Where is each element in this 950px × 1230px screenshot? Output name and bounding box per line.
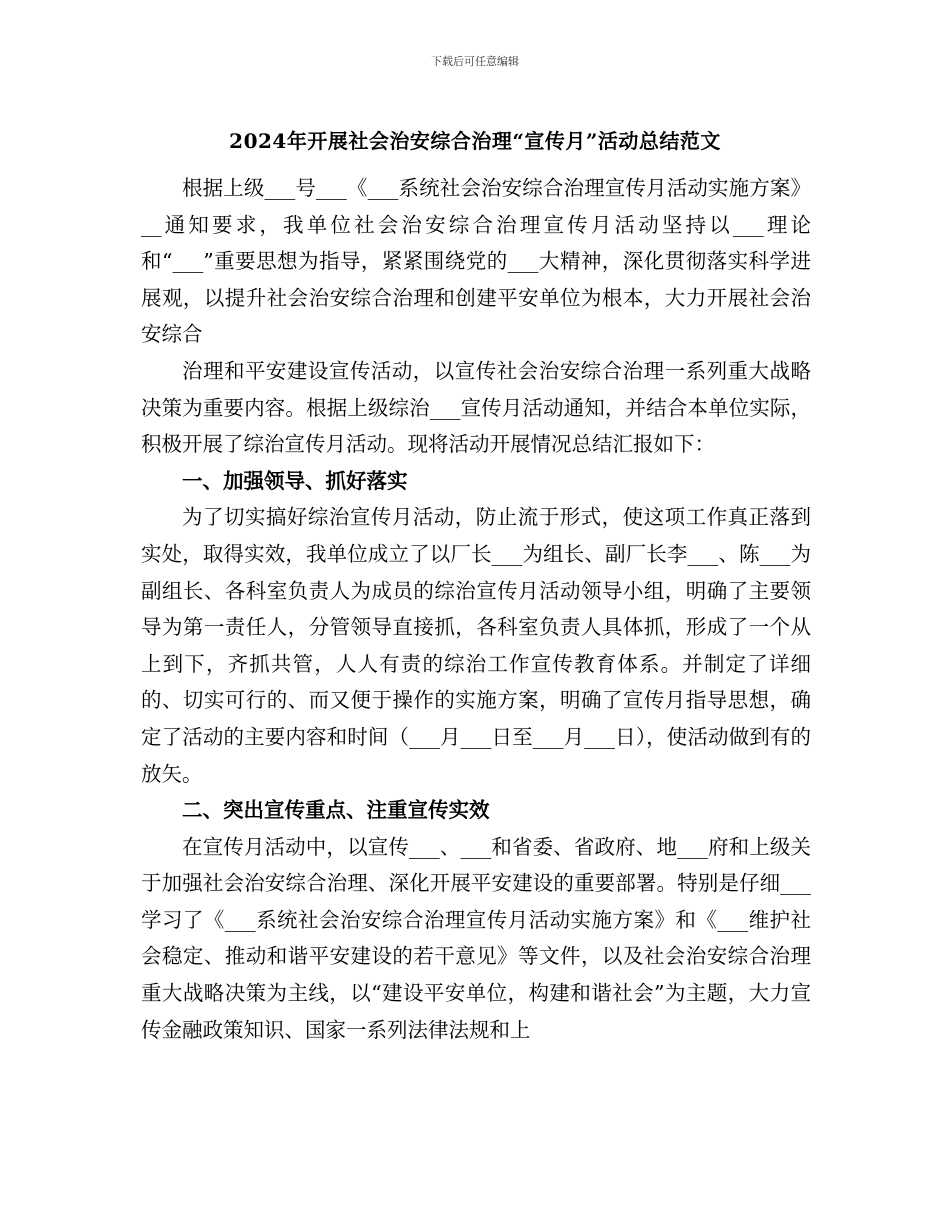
document-body — [141, 170, 811, 1048]
paragraph: 为了切实搞好综治宣传月活动，防止流于形式，使这项工作真正落到实处，取得实效，我单位成立了以厂长___为组长、副厂长李___、陈___为副组长、各科室负责人为成员的综治宣传月活动领导小组，明确了主要领导为第一责任人，分管领导直接抓，各科室负责人具体抓，形成了一个从上到下，齐抓共管，人人有责的综治工作宣传教育体系。并制定了详细的、切实可行的、而又便于操作的实施方案，明确了宣传月指导思想，确定了活动的主要内容和时间（___月___日至___月___日），使活动做到有的放矢。 — [141, 505, 811, 786]
header-note: 下载后可任意编辑 — [431, 55, 519, 68]
paragraph: 治理和平安建设宣传活动，以宣传社会治安综合治理一系列重大战略决策为重要内容。根据上级综治___宣传月活动通知，并结合本单位实际，积极开展了综治宣传月活动。现将活动开展情况总结汇报如下： — [141, 358, 811, 457]
paragraph: 根据上级___号___《___系统社会治安综合治理宣传月活动实施方案》__通知要求，我单位社会治安综合治理宣传月活动坚持以___理论和“___”重要思想为指导，紧紧围绕党的___大精神，深化贯彻落实科学进展观，以提升社会治安综合治理和创建平安单位为根本，大力开展社会治安综合 — [141, 176, 811, 347]
document-title: 2024年开展社会治安综合治理“宣传月”活动总结范文 — [229, 129, 721, 153]
section-heading: 一、加强领导、抓好落实 — [182, 468, 408, 493]
paragraph: 在宣传月活动中，以宣传___、___和省委、省政府、地___府和上级关于加强社会治安综合治理、深化开展平安建设的重要部署。特别是仔细___学习了《___系统社会治安综合治理宣传月活动实施方案》和《___维护社会稳定、推动和谐平安建设的若干意见》等文件，以及社会治安综合治理重大战略决策为主线，以“建设平安单位，构建和谐社会”为主题，大力宣传金融政策知识、国家一系列法律法规和上 — [141, 834, 811, 1042]
section-heading: 二、突出宣传重点、注重宣传实效 — [182, 798, 490, 823]
